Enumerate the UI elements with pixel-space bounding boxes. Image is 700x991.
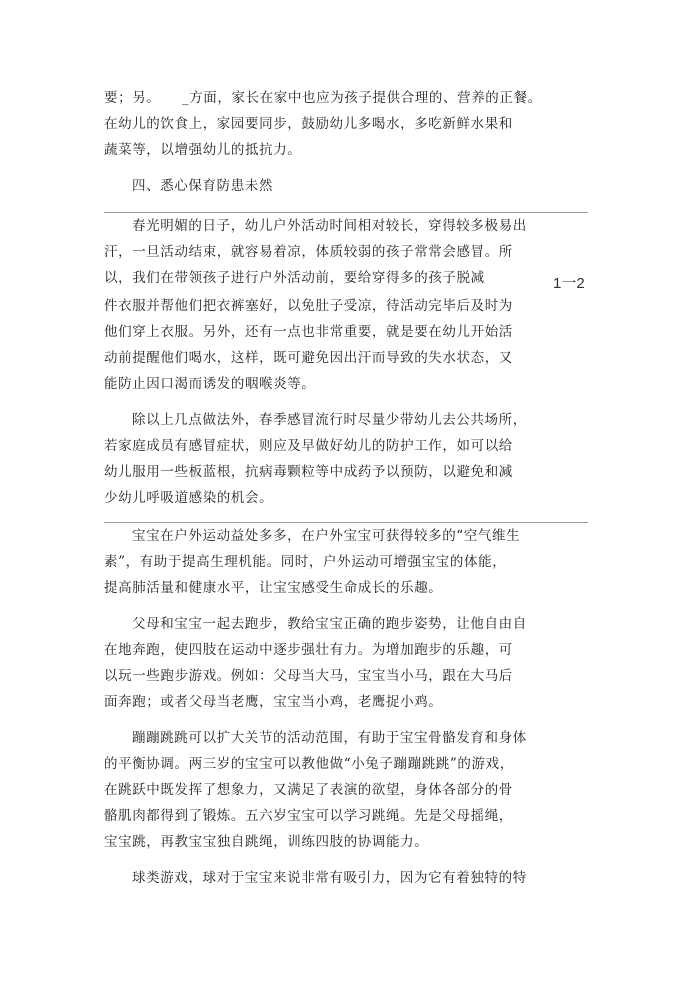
text-line: 除以上几点做法外，春季感冒流行时尽量少带幼儿去公共场所，	[132, 412, 527, 428]
text-line: 蹦蹦跳跳可以扩大关节的活动范围，有助于宝宝骨骼发育和身体	[132, 730, 527, 746]
text-line: 在地奔跑，使四肢在运动中逐步强壮有力。为增加跑步的乐趣，可	[104, 642, 513, 658]
text-line: 动前提醒他们喝水，这样，既可避免因出汗而导致的失水状态，又	[104, 350, 513, 366]
text-line: 能防止因口渴而诱发的咽喉炎等。	[104, 376, 316, 392]
divider	[104, 522, 588, 523]
text-line: 少幼儿呼吸道感染的机会。	[104, 490, 274, 506]
text-line: 以玩一些跑步游戏。例如：父母当大马，宝宝当小马，跟在大马后	[104, 668, 513, 684]
text-line: 宝宝在户外运动益处多多，在户外宝宝可获得较多的“空气维生	[132, 528, 521, 544]
text-line: 面奔跑；或者父母当老鹰，宝宝当小鸡，老鹰捉小鸡。	[104, 694, 443, 710]
text-line: 在幼儿的饮食上，家园要同步，鼓励幼儿多喝水，多吃新鲜水果和	[104, 116, 513, 132]
text-line: 幼儿服用一些板蓝根，抗病毒颗粒等中成药予以预防，以避免和减	[104, 464, 513, 480]
text-line: 提高肺活量和健康水平，让宝宝感受生命成长的乐趣。	[104, 580, 443, 596]
text-line: 若家庭成员有感冒症状，则应及早做好幼儿的防护工作，如可以给	[104, 438, 513, 454]
text-line: 骼肌肉都得到了锻炼。五六岁宝宝可以学习跳绳。先是父母摇绳，	[104, 808, 513, 824]
text-line: 春光明媚的日子，幼儿户外活动时间相对较长，穿得较多极易出	[132, 218, 527, 234]
section-heading: 四、悉心保育防患未然	[132, 178, 273, 194]
text-line: 父母和宝宝一起去跑步，教给宝宝正确的跑步姿势，让他自由自	[132, 616, 527, 632]
page-marker: 1一2	[553, 275, 585, 292]
text-line: 件衣服并帮他们把衣裤塞好，以免肚子受凉，待活动完毕后及时为	[104, 298, 513, 314]
text-line: 球类游戏，球对于宝宝来说非常有吸引力，因为它有着独特的特	[132, 870, 527, 886]
text-line: 汗，一旦活动结束，就容易着凉，体质较弱的孩子常常会感冒。所	[104, 244, 513, 260]
text-line: 的平衡协调。两三岁的宝宝可以教他做“小兔子蹦蹦跳跳”的游戏，	[104, 756, 514, 772]
text-line: 在跳跃中既发挥了想象力，又满足了表演的欲望，身体各部分的骨	[104, 782, 513, 798]
text-line: 素”，有助于提高生理机能。同时，户外运动可增强宝宝的体能，	[104, 554, 507, 570]
text-line: 以，我们在带领孩子进行户外活动前，要给穿得多的孩子脱减	[104, 270, 485, 286]
text-line: 他们穿上衣服。另外，还有一点也非常重要，就是要在幼儿开始活	[104, 324, 513, 340]
text-line: 蔬菜等，以增强幼儿的抵抗力。	[104, 142, 302, 158]
text-line: 要；另。 _方面，家长在家中也应为孩子提供合理的、营养的正餐。	[104, 90, 542, 106]
divider	[104, 212, 588, 213]
text-line: 宝宝跳，再教宝宝独自跳绳，训练四肢的协调能力。	[104, 834, 429, 850]
